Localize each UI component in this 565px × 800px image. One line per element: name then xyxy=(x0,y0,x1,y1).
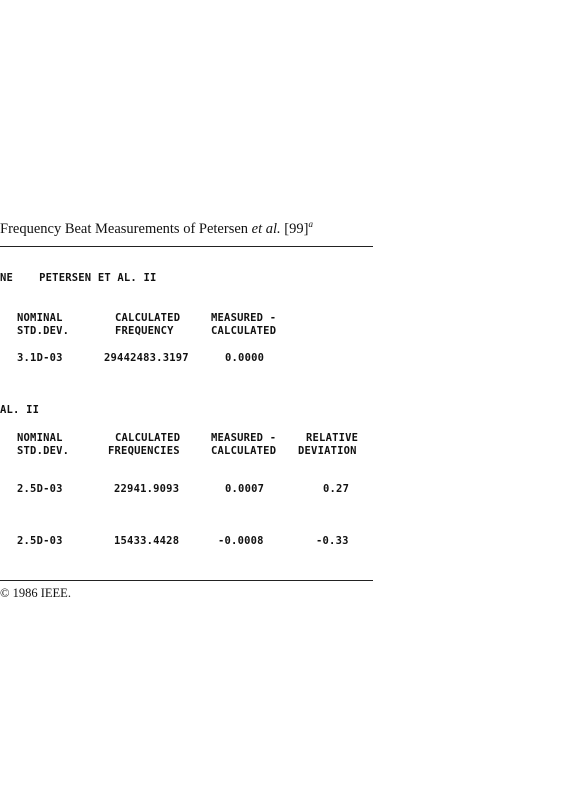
top-rule xyxy=(0,246,373,247)
caption-text: Frequency Beat Measurements of Petersen xyxy=(0,220,252,237)
caption-reference: [99] xyxy=(280,220,309,237)
measured-minus-calculated-cell: 0.0000 xyxy=(225,352,265,364)
copyright-footnote: © 1986 IEEE. xyxy=(0,586,71,600)
calculated-cell: 15433.4428 xyxy=(114,535,180,547)
section1-header-calculated-1: CALCULATED xyxy=(115,312,181,324)
table-caption xyxy=(0,219,313,238)
section2-header-nominal-1: NOMINAL xyxy=(17,432,63,444)
std-dev-cell: 2.5D-03 xyxy=(17,535,63,547)
section2-header-nominal-2: STD.DEV. xyxy=(17,445,70,457)
measured-minus-calculated-cell: -0.0008 xyxy=(218,535,264,547)
section2-title: AL. II xyxy=(0,404,40,416)
caption-footnote-marker: a xyxy=(308,219,313,229)
section2-header-calculated-2: FREQUENCIES xyxy=(108,445,180,457)
section2-header-relative-2: DEVIATION xyxy=(298,445,357,457)
section1-header-measured-2: CALCULATED xyxy=(211,325,277,337)
section2-header-measured-2: CALCULATED xyxy=(211,445,277,457)
section1-header-nominal-2: STD.DEV. xyxy=(17,325,70,337)
relative-deviation-cell: 0.27 xyxy=(323,483,350,495)
std-dev-cell: 2.5D-03 xyxy=(17,483,63,495)
relative-deviation-cell: -0.33 xyxy=(316,535,349,547)
std-dev-cell: 3.1D-03 xyxy=(17,352,63,364)
measured-minus-calculated-cell: 0.0007 xyxy=(225,483,265,495)
section2-header-measured-1: MEASURED - xyxy=(211,432,277,444)
section1-header-calculated-2: FREQUENCY xyxy=(115,325,174,337)
section2-header-calculated-1: CALCULATED xyxy=(115,432,181,444)
calculated-cell: 22941.9093 xyxy=(114,483,180,495)
caption-italic: et al. xyxy=(251,220,281,237)
section1-header-nominal-1: NOMINAL xyxy=(17,312,63,324)
bottom-rule xyxy=(0,580,373,581)
section2-header-relative-1: RELATIVE xyxy=(306,432,359,444)
calculated-cell: 29442483.3197 xyxy=(104,352,189,364)
section1-header-measured-1: MEASURED - xyxy=(211,312,277,324)
section1-title: NE PETERSEN ET AL. II xyxy=(0,272,157,284)
